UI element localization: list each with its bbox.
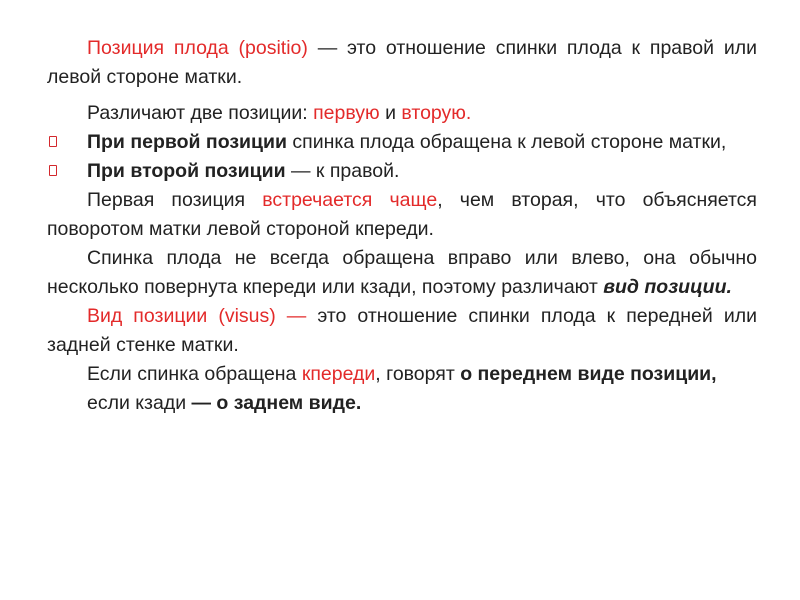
paragraph-anterior-view: [47, 360, 757, 389]
second-position-text: — к правой.: [285, 160, 400, 182]
anterior-view-bold: о переднем виде позиции,: [460, 363, 717, 385]
position-definition-text: — это отношение спинки плода к правой или левой стороне матки.: [47, 37, 757, 88]
posterior-lead: если кзади: [87, 392, 192, 414]
text-block: [47, 34, 757, 418]
first-position-text: спинка плода обращена к левой стороне матки,: [287, 131, 727, 153]
paragraph-view-definition: [47, 302, 757, 360]
orientation-text: Спинка плода не всегда обращена вправо или влево, она обычно несколько повернута кпереди или кзади, поэтому различают: [47, 247, 757, 298]
first-position-label: При первой позиции: [87, 131, 287, 153]
frequency-highlight: встречается чаще: [262, 189, 438, 211]
frequency-rest: , чем вторая, что объясняется поворотом матки левой стороной кпереди.: [47, 189, 757, 240]
paragraph-back-orientation: [47, 244, 757, 302]
view-of-position-emphasis: вид позиции.: [603, 276, 732, 298]
anterior-mid: , говорят: [375, 363, 461, 385]
posterior-view-bold: — о заднем виде.: [191, 392, 362, 414]
term-view: Вид позиции (visus) —: [87, 305, 318, 327]
list-item-first-position: [47, 128, 757, 157]
paragraph-two-positions: [47, 99, 757, 128]
view-definition-text: это отношение спинки плода к передней или задней стенке матки.: [47, 305, 757, 356]
second-position-label: При второй позиции: [87, 160, 286, 182]
paragraph-posterior-view: [47, 389, 757, 418]
two-positions-lead: Различают две позиции:: [87, 102, 314, 124]
square-bullet-icon: [49, 136, 57, 147]
second-position-word: вторую.: [401, 102, 472, 124]
conjunction-and: и: [379, 102, 402, 124]
paragraph-position-definition: [47, 34, 757, 92]
first-position-word: первую: [313, 102, 380, 124]
square-bullet-icon: [49, 165, 57, 176]
list-item-second-position: [47, 157, 757, 186]
paragraph-first-position-frequency: [47, 186, 757, 244]
term-position: Позиция плода (positio): [87, 37, 308, 59]
anterior-lead: Если спинка обращена: [87, 363, 302, 385]
anterior-highlight: кпереди: [301, 363, 376, 385]
frequency-lead: Первая позиция: [87, 189, 263, 211]
